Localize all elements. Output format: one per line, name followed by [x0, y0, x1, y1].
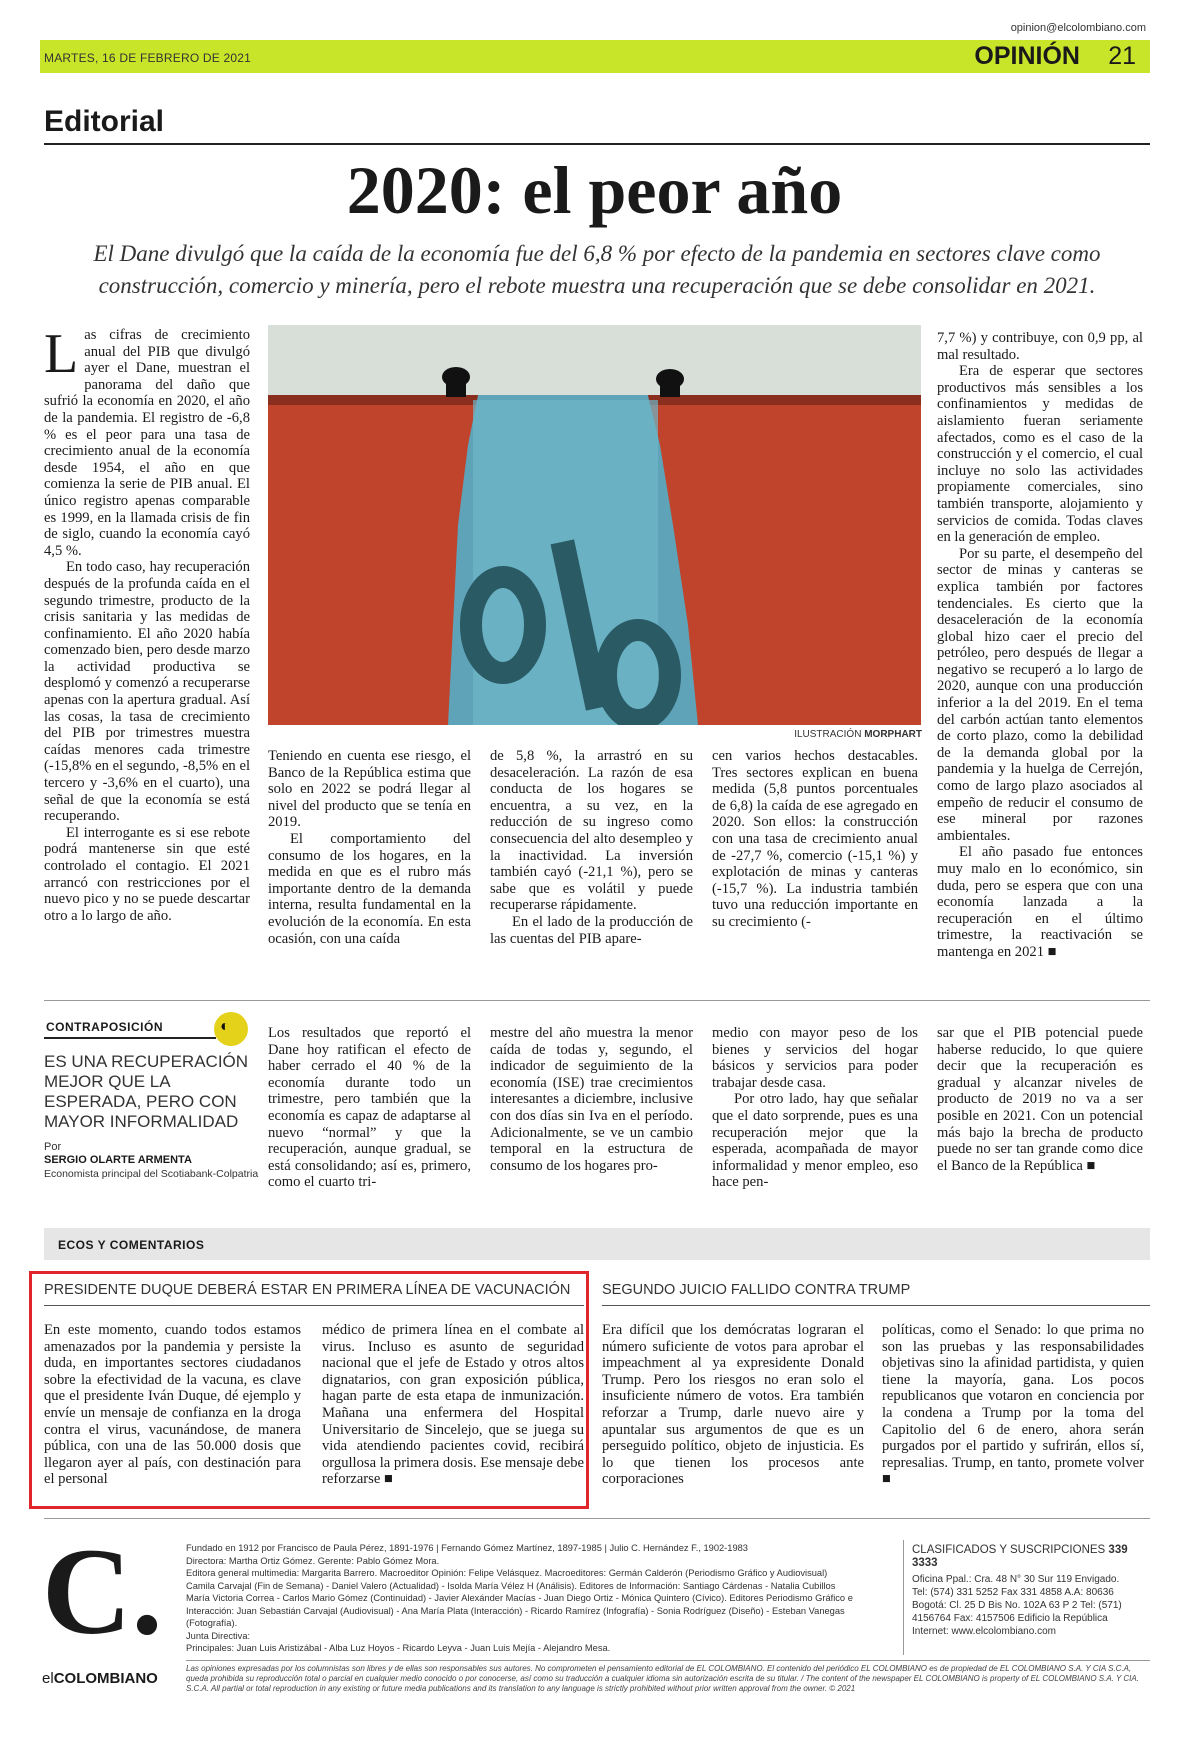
drop-cap: L	[44, 323, 79, 385]
contraposicion-column-2: mestre del año muestra la menor caída de todas y, segundo, el indicador de seguimiento de la economía (ISE) trae crecimientos interesantes a diciembre, inclusive con dos días sin Iva en el período. Adicionalmente, se ve un cambio temporal en la estructura de consumo de los hogares pro-	[490, 1025, 693, 1174]
comment-1-title: PRESIDENTE DUQUE DEBERÁ ESTAR EN PRIMERA LÍNEA DE VACUNACIÓN	[44, 1282, 571, 1298]
byline-role: Economista principal del Scotiabank-Colpatria	[44, 1168, 259, 1180]
contraposicion-column-3: medio con mayor peso de los bienes y servicios del hogar básicos y servicios para poder trabajar desde casa. Por otro lado, hay que señalar que el dato sorprende, pues es una recuperación mejor que la esperada, acompañada de mayor informalidad y menor empleo, eso hace pen-	[712, 1025, 918, 1191]
issue-date: MARTES, 16 DE FEBRERO DE 2021	[44, 51, 251, 65]
ecos-bar	[44, 1228, 1150, 1260]
masthead-credits: Fundado en 1912 por Francisco de Paula Pérez, 1891-1976 | Fernando Gómez Martínez, 1897-1985 | Julio C. Hernández F., 1902-1983 Directora: Martha Ortiz Gómez. Gerente: Pablo Gómez Mora. Editora general multimedia: Margarita Barrero. Macroeditor Opinión: Felipe Velásquez. Macroeditores: Germán Calderón (Periodismo Gráfico y Audiovisual) Camila Carvajal (Fin de Semana) - Daniel Valero (Actualidad) - Isolda María Vélez H (Análisis). Editores de Información: Santiago Cárdenas - Natalia Cubillos María Victoria Correa - Carlos Mario Gómez (Continuidad) - Javier Alexánder Macías - Juan Diego Ortiz - Mónica Quintero (Cívico). Editores Periodismo Gráfico e Interacción: Juan Sebastián Carvajal (Audiovisual) - Ana María Plata (Interacción) - Ricardo Ramírez (Infografía) - Sonia Rodríguez (Diseño) - Esteban Vanegas (Fotografía). Junta Directiva: Principales: Juan Luis Aristizábal - Alba Luz Hoyos - Ricardo Leyva - Juan Luis Mejía - Alejandro Mesa.	[186, 1543, 853, 1653]
contraposicion-column-4: sar que el PIB potencial puede haberse reducido, lo que quiere decir que la recuperación es gradual y alcanzar niveles de producto de 2019 no va a ser posible en 2021. Con un potencial más bajo la brecha de producto puede no ser tan grande como dice el Banco de la República ■	[937, 1025, 1143, 1174]
masthead-column-rule	[903, 1540, 904, 1655]
editorial-column-1: Las cifras de crecimiento anual del PIB que divulgó ayer el Dane, muestran el panorama del daño que sufrió la economía en 2020, el año de la pandemia. El registro de -6,8 % es el peor para una tasa de crecimiento anual de la economía desde 1954, el año en que comienza la serie de PIB anual. El único registro apenas comparable es 1999, en la llamada crisis de fin de siglo, cuando la economía cayó 4,5 %. En todo caso, hay recuperación después de la profunda caída en el segundo trimestre, producto de la crisis sanitaria y las medidas de confinamiento. El año 2020 había comenzado bien, pero desde marzo la actividad productiva se desplomó y comenzó a recuperarse apenas con la apertura gradual. Así las cosas, la tasa de crecimiento del PIB por trimestres muestra caídas menores cada trimestre (-15,8% en el segundo, -8,5% en el tercero y -3,6% en el cuarto), una señal de que la economía se está recuperando. El interrogante es si ese rebote podrá mantenerse sin que esté controlado el contagio. El 2021 arrancó con restricciones por el nuevo pico y no se puede descartar otro a lo largo de año.	[44, 323, 250, 924]
ecos-label: ECOS Y COMENTARIOS	[58, 1238, 205, 1252]
contraposicion-column-1: Los resultados que reportó el Dane hoy ratifican el efecto de haber cerrado el 40 % de la economía durante todo un trimestre, pero también que la economía es capaz de adaptarse al nuevo “normal” y que la recuperación, aunque gradual, se está consolidando; así es, primero, como el cuarto tri-	[268, 1025, 471, 1191]
comment-1-column-1: En este momento, cuando todos estamos amenazados por la pandemia y persiste la duda, en importantes sectores ciudadanos sobre la efectividad de la vacuna, es clave que el presidente Iván Duque, dé ejemplo y envíe un mensaje de confianza en la droga contra el virus, vacunándose, de manera pública, con una de las 50.000 dosis que llegaron ayer al país, con destinación para el personal	[44, 1322, 301, 1488]
editorial-column-4: cen varios hechos destacables. Tres sectores explican en buena medida (5,8 puntos porcentuales de 6,8) la caída de ese agregado en 2020. Son ellos: la construcción con una tasa de crecimiento anual de -27,7 %, comercio (-15,1 %) y explotación de minas y canteras (-15,7 %). La industria también tuvo una reducción importante en su crecimiento (-	[712, 748, 918, 930]
headline: 2020: el peor año	[346, 152, 843, 228]
page-number: 21	[1108, 42, 1136, 70]
section-name: OPINIÓN	[974, 42, 1080, 70]
legal-disclaimer: Las opiniones expresadas por los columnistas son libres y de ellas son responsables sus autores. No comprometen el pensamiento editorial de EL COLOMBIANO. El contenido del periódico EL COLOMBIANO es de propiedad de EL COLOMBIANO S.A. Y CIA S.C.A, queda prohibida su reproducción total o parcial en cualquier medio conocido o por conocerse, así como su traducción a cualquier idioma sin autorización escrita de su titular. / The content of the newspaper EL COLOMBIANO is property of EL COLOMBIANO S.A. Y CIA. S.C.A. All partial or total reproduction in any existing or future media publications and its translation to any language is strictly prohibited without prior written approval from the owner. © 2021	[186, 1664, 1139, 1693]
dek: El Dane divulgó que la caída de la economía fue del 6,8 % por efecto de la pandemia en sectores clave como construcción, comercio y minería, pero el rebote muestra una recuperación que se debe consolidar en 2021.	[93, 241, 1101, 298]
masthead-contact: CLASIFICADOS Y SUSCRIPCIONES 339 3333 Oficina Ppal.: Cra. 48 N° 30 Sur 119 Envigado. Tel: (574) 331 5252 Fax 331 4858 A.A: 80636 Bogotá: Cl. 25 D Bis No. 102A 63 P 2 Tel: (571) 4156764 Fax: 4157506 Edificio la República Internet: www.elcolombiano.com	[912, 1544, 1152, 1638]
masthead-divider	[44, 1518, 1150, 1519]
logo-letter: C.	[42, 1523, 163, 1660]
top-bar	[40, 40, 1150, 73]
contraposicion-icon: ◐	[214, 1012, 248, 1046]
comment-2-title: SEGUNDO JUICIO FALLIDO CONTRA TRUMP	[602, 1282, 911, 1298]
illustration-art	[268, 325, 921, 725]
contraposicion-title: ES UNA RECUPERACIÓN MEJOR QUE LA ESPERADA, PERO CON MAYOR INFORMALIDAD	[44, 1052, 249, 1131]
comment-1-column-2: médico de primera línea en el combate al virus. Incluso es asunto de seguridad nacional que el jefe de Estado y otros altos dignatarios, con gran exposición pública, hagan parte de esta etapa de inmunización. Mañana una enfermera del Hospital Universitario de Sincelejo, que se juega su vida atendiendo pacientes covid, recibirá orgullosa la primera dosis. Ese mensaje debe reforzarse ■	[322, 1322, 584, 1488]
comment-2-rule	[602, 1305, 1150, 1306]
comment-2-column-2: políticas, como el Senado: lo que prima no son las pruebas y las responsabilidades objetivas sino la afinidad partidista, y quien tiene la mayoría, gana. Los pocos republicanos que votaron en conciencia por la condena a Trump por la toma del Capitolio del 6 de enero, ahora serán purgados por el partido y sufrirán, ellos sí, represalias. Trump, en tanto, promete volver ■	[882, 1322, 1144, 1488]
byline-author: SERGIO OLARTE ARMENTA	[44, 1154, 192, 1166]
contraposicion-label: CONTRAPOSICIÓN	[46, 1020, 164, 1034]
comment-1-rule	[44, 1305, 584, 1306]
editorial-column-5: 7,7 %) y contribuye, con 0,9 pp, al mal resultado. Era de esperar que sectores productivos más sensibles a los confinamientos y medidas de aislamiento fueran seriamente afectados, como es el caso de la construcción y el comercio, el cual incluye no solo las actividades propiamente comerciales, sino también transporte, alojamiento y servicios de comida. Todas claves en la generación de empleo. Por su parte, el desempeño del sector de minas y canteras se explica también por factores tendenciales. Es cierto que la desaceleración de la economía global hizo caer el precio del petróleo, pero después de llegar a negativo se recuperó a lo largo de 2020, aunque con una producción inferior a la del 2019. En el tema del carbón actúan tanto elementos de corto plazo, como la debilidad de la demanda global por la pandemia y la huelga de Cerrejón, como de largo plazo asociados al empeño de reducir el consumo de ese mineral por razones ambientales. El año pasado fue entonces muy malo en lo económico, sin duda, pero se espera que con una economía lanzada a la recuperación en el último trimestre, la reactivación se mantenga en 2021 ■	[937, 330, 1143, 960]
byline-prefix: Por	[44, 1141, 62, 1153]
section-divider	[44, 1000, 1150, 1001]
disclaimer-rule	[186, 1660, 1150, 1661]
kicker-rule	[44, 143, 1150, 145]
website-link[interactable]: Internet: www.elcolombiano.com	[912, 1626, 1056, 1637]
editorial-column-2: Teniendo en cuenta ese riesgo, el Banco de la República estima que solo en 2022 se podrá llegar al nivel del producto que se tenía en 2019. El comportamiento del consumo de los hogares, en la medida en que es el rubro más importante dentro de la demanda interna, resulta fundamental en la evolución de la economía. En esta ocasión, con una caída	[268, 748, 471, 947]
editorial-illustration	[268, 325, 921, 725]
contraposicion-rule	[44, 1037, 216, 1039]
contact-email[interactable]: opinion@elcolombiano.com	[1010, 22, 1146, 34]
comment-2-column-1: Era difícil que los demócratas lograran el número suficiente de votos para aprobar el impeachment al ya expresidente Donald Trump. Pero los riesgos no eran solo el insuficiente número de votos. Era también reforzar a Trump, darle nuevo aire y apuntalar sus argumentos de que es un perseguido político, objeto de injusticia. Es lo que tienen los procesos ante corporaciones	[602, 1322, 864, 1488]
section-kicker: Editorial	[44, 105, 165, 138]
logo	[40, 1523, 180, 1687]
editorial-column-3: de 5,8 %, la arrastró en su desaceleración. La razón de esa conducta de los hogares se encuentra, a su vez, en la reducción de su ingreso como consecuencia del alto desempleo y la inactividad. La inversión también cayó (-21,1 %), pero se sabe que es volátil y puede recuperarse rápidamente. En el lado de la producción de las cuentas del PIB apare-	[490, 748, 693, 947]
clasificados: CLASIFICADOS Y SUSCRIPCIONES 339 3333	[912, 1544, 1128, 1569]
logo-name: elCOLOMBIANO	[42, 1670, 158, 1687]
illustration-credit: ILUSTRACIÓN MORPHART	[794, 729, 922, 740]
